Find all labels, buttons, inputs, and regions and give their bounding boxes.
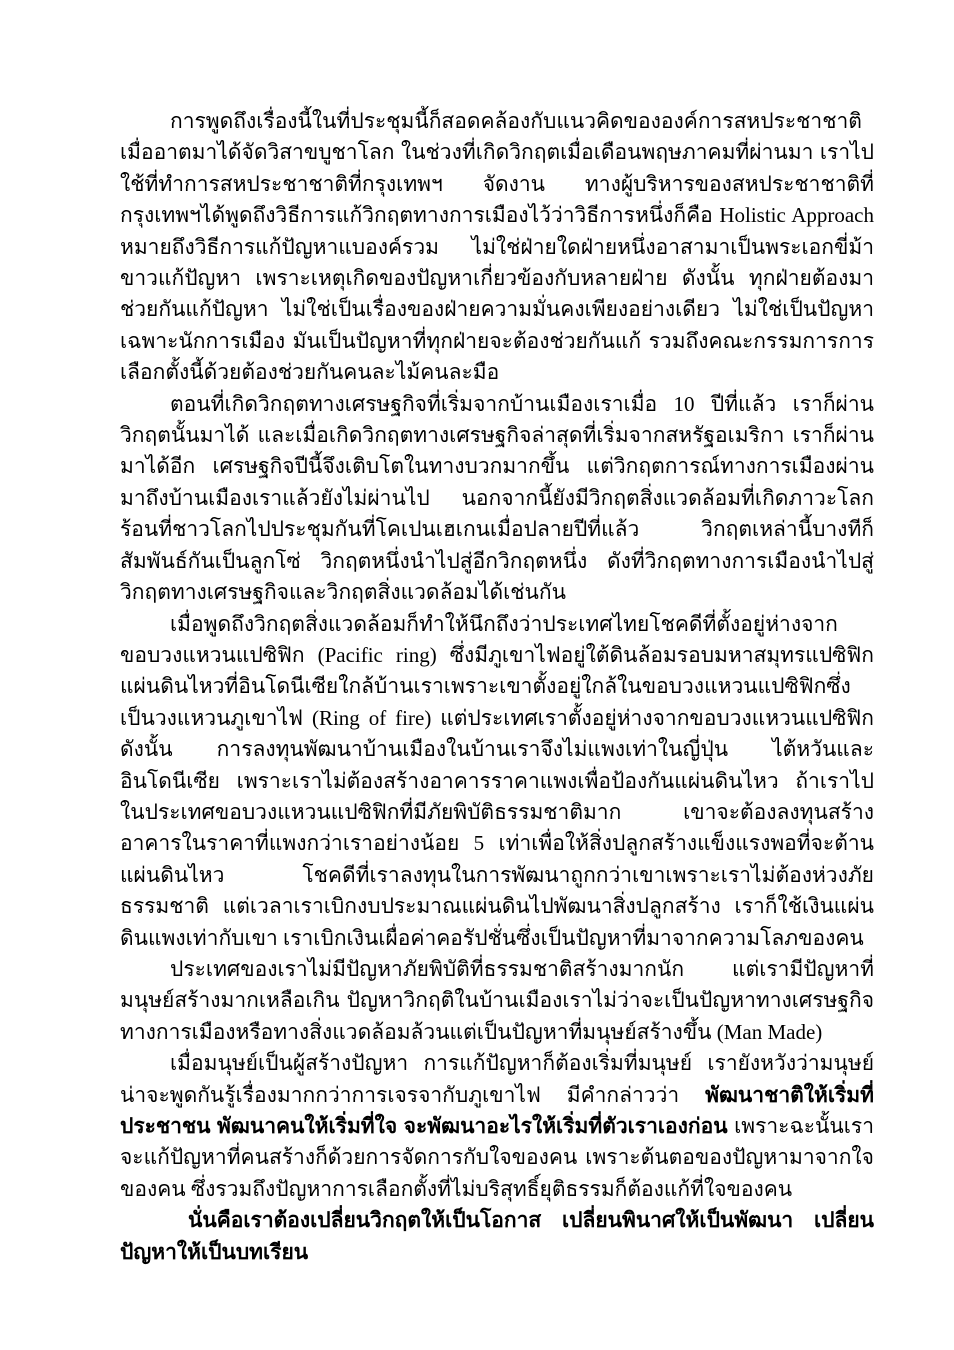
- paragraph-5-bold-quote: พัฒนาชาติให้เริ่มที่ประชาชน พัฒนาคนให้เริ่มที่ใจ จะพัฒนาอะไรให้เริ่มที่ตัวเราเองก่อน: [120, 1082, 874, 1138]
- document-body: [120, 106, 874, 1268]
- paragraph-6-text: นั่นคือเราต้องเปลี่ยนวิกฤตให้เป็นโอกาส เปลี่ยนพินาศให้เป็นพัฒนา เปลี่ยนปัญหาให้เป็นบทเรียน: [120, 1208, 874, 1264]
- paragraph-1: [120, 106, 874, 389]
- paragraph-4-text: ประเทศของเราไม่มีปัญหาภัยพิบัติที่ธรรมชาติสร้างมากนัก แต่เรามีปัญหาที่มนุษย์สร้างมากเหลือเกิน ปัญหาวิกฤติในบ้านเมืองเราไม่ว่าจะเป็นปัญหาทางเศรษฐกิจ ทางการเมืองหรือทางสิ่งแวดล้อมล้วนแต่เป็นปัญหาที่มนุษย์สร้างขึ้น (Man Made): [120, 956, 874, 1044]
- paragraph-6: [120, 1205, 874, 1268]
- paragraph-2-text: ตอนที่เกิดวิกฤตทางเศรษฐกิจที่เริ่มจากบ้านเมืองเราเมื่อ 10 ปีที่แล้ว เราก็ผ่านวิกฤตนั้นมาได้ และเมื่อเกิดวิกฤตทางเศรษฐกิจล่าสุดที่เริ่มจากสหรัฐอเมริกา เราก็ผ่านมาได้อีก เศรษฐกิจปีนี้จึงเติบโตในทางบวกมากขึ้น แต่วิกฤตการณ์ทางการเมืองผ่านมาถึงบ้านเมืองเราแล้วยังไม่ผ่านไป นอกจากนี้ยังมีวิกฤตสิ่งแวดล้อมที่เกิดภาวะโลกร้อนที่ชาวโลกไปประชุมกันที่โคเปนเฮเกนเมื่อปลายปีที่แล้ว วิกฤตเหล่านี้บางทีก็สัมพันธ์กันเป็นลูกโซ่ วิกฤตหนึ่งนำไปสู่อีกวิกฤตหนึ่ง ดังที่วิกฤตทางการเมืองนำไปสู่วิกฤตทางเศรษฐกิจและวิกฤตสิ่งแวดล้อมได้เช่นกัน: [120, 391, 874, 605]
- paragraph-3-text: เมื่อพูดถึงวิกฤตสิ่งแวดล้อมก็ทำให้นึกถึงว่าประเทศไทยโชคดีที่ตั้งอยู่ห่างจากขอบวงแหวนแปซิฟิก (Pacific ring) ซึ่งมีภูเขาไฟอยู่ใต้ดินล้อมรอบมหาสมุทรแปซิฟิก แผ่นดินไหวที่อินโดนีเซียใกล้บ้านเราเพราะเขาตั้งอยู่ใกล้ในขอบวงแหวนแปซิฟิกซึ่งเป็นวงแหวนภูเขาไฟ (Ring of fire) แต่ประเทศเราตั้งอยู่ห่างจากขอบวงแหวนแปซิฟิก ดังนั้น การลงทุนพัฒนาบ้านเมืองในบ้านเราจึงไม่แพงเท่าในญี่ปุ่น ไต้หวันและอินโดนีเซีย เพราะเราไม่ต้องสร้างอาคารราคาแพงเพื่อป้องกันแผ่นดินไหว ถ้าเราไปในประเทศขอบวงแหวนแปซิฟิกที่มีภัยพิบัติธรรมชาติมาก เขาจะต้องลงทุนสร้างอาคารในราคาที่แพงกว่าเราอย่างน้อย 5 เท่าเพื่อให้สิ่งปลูกสร้างแข็งแรงพอที่จะต้านแผ่นดินไหว โชคดีที่เราลงทุนในการพัฒนาถูกกว่าเขาเพราะเราไม่ต้องห่วงภัยธรรมชาติ แต่เวลาเราเบิกงบประมาณแผ่นดินไปพัฒนาสิ่งปลูกสร้าง เราก็ใช้เงินแผ่นดินแพงเท่ากับเขา เราเบิกเงินเผื่อค่าคอรัปชั่นซึ่งเป็นปัญหาที่มาจากความโลภของคน: [120, 611, 874, 950]
- paragraph-3: [120, 609, 874, 954]
- paragraph-5: [120, 1048, 874, 1205]
- paragraph-5-text-lead: เมื่อมนุษย์เป็นผู้สร้างปัญหา การแก้ปัญหาก็ต้องเริ่มที่มนุษย์ เรายังหวังว่ามนุษย์น่าจะพูดกันรู้เรื่องมากกว่าการเจรจากับภูเขาไฟ มีคำกล่าวว่า: [120, 1051, 874, 1107]
- paragraph-5-text-tail: เพราะฉะนั้นเราจะแก้ปัญหาที่คนสร้างก็ด้วยการจัดการกับใจของคน เพราะต้นตอของปัญหามาจากใจของคน ซึ่งรวมถึงปัญหาการเลือกตั้งที่ไม่บริสุทธิ์ยุติธรรมก็ต้องแก้ที่ใจของคน: [120, 1114, 874, 1201]
- paragraph-1-text: การพูดถึงเรื่องนี้ในที่ประชุมนี้ก็สอดคล้องกับแนวคิดขององค์การสหประชาชาติ เมื่ออาตมาได้จัดวิสาขบูชาโลก ในช่วงที่เกิดวิกฤตเมื่อเดือนพฤษภาคมที่ผ่านมา เราไปใช้ที่ทำการสหประชาชาติที่กรุงเทพฯ จัดงาน ทางผู้บริหารของสหประชาชาติที่กรุงเทพฯได้พูดถึงวิธีการแก้วิกฤตทางการเมืองไว้ว่าวิธีการหนึ่งก็คือ Holistic Approach หมายถึงวิธีการแก้ปัญหาแบองค์รวม ไม่ใช่ฝ่ายใดฝ่ายหนึ่งอาสามาเป็นพระเอกขี่ม้าขาวแก้ปัญหา เพราะเหตุเกิดของปัญหาเกี่ยวข้องกับหลายฝ่าย ดังนั้น ทุกฝ่ายต้องมาช่วยกันแก้ปัญหา ไม่ใช่เป็นเรื่องของฝ่ายความมั่นคงเพียงอย่างเดียว ไม่ใช่เป็นปัญหาเฉพาะนักการเมือง มันเป็นปัญหาที่ทุกฝ่ายจะต้องช่วยกันแก้ รวมถึงคณะกรรมการการเลือกตั้งนี้ด้วยต้องช่วยกันคนละไม้คนละมือ: [120, 109, 874, 385]
- paragraph-2: [120, 389, 874, 609]
- paragraph-4: [120, 954, 874, 1048]
